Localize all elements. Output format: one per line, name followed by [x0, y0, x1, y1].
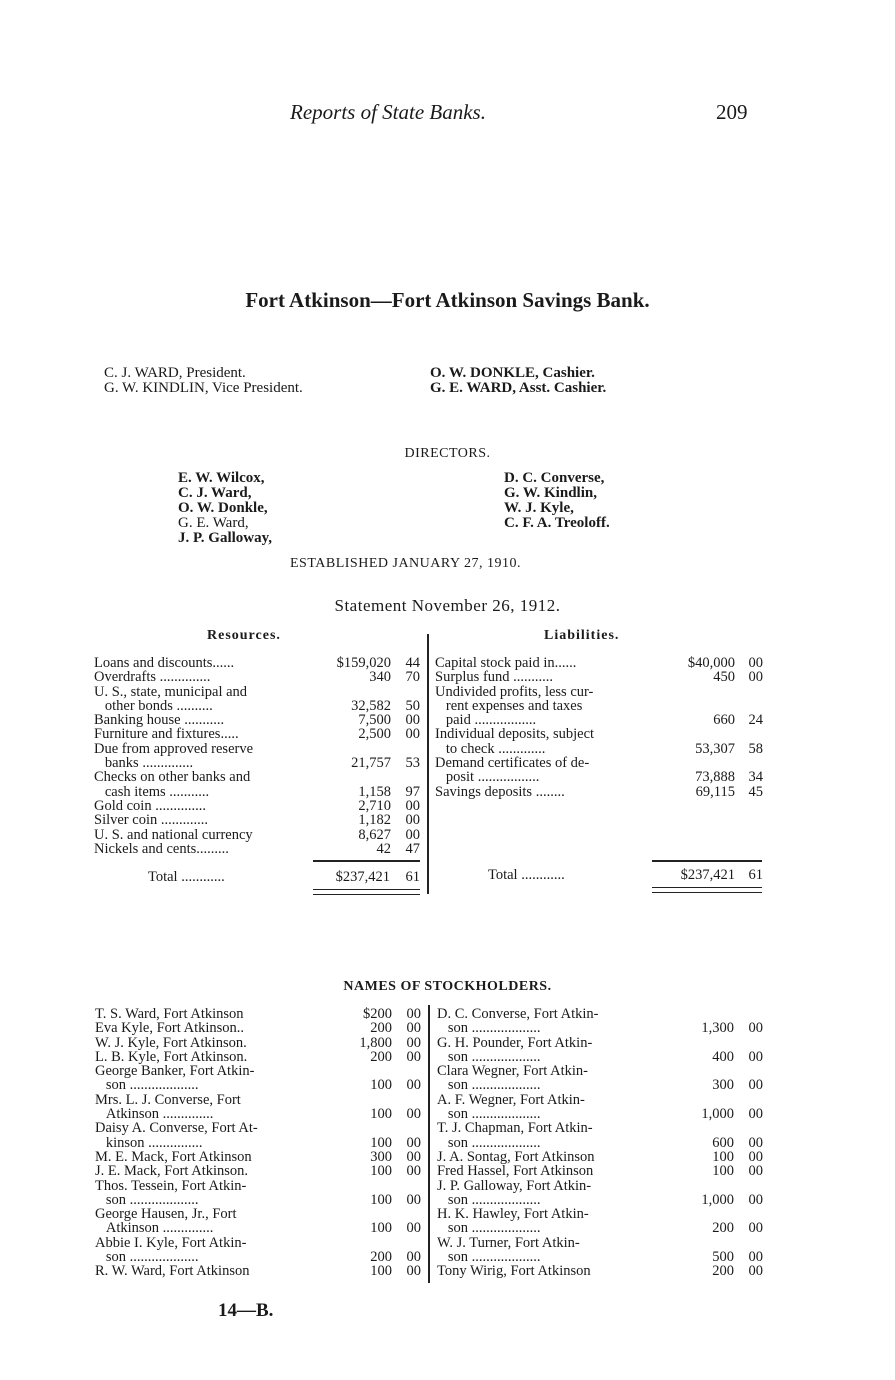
table-row — [94, 828, 424, 842]
row-cents: 00 — [748, 1077, 763, 1094]
table-row — [95, 1107, 425, 1121]
table-row — [94, 842, 424, 856]
row-cents: 00 — [406, 1263, 421, 1280]
row-cents: 00 — [748, 1048, 763, 1065]
row-cents: 00 — [405, 797, 420, 814]
row-amount: 69,115 — [695, 783, 735, 800]
liabilities-total-label: Total ............ — [488, 867, 565, 883]
row-label: J. E. Mack, Fort Atkinson. — [95, 1163, 249, 1180]
row-amount: 42 — [376, 840, 391, 857]
row-cents: 45 — [748, 783, 763, 800]
table-row — [435, 699, 765, 713]
row-label: L. B. Kyle, Fort Atkinson. — [95, 1048, 248, 1065]
officer-cashier: O. W. DONKLE, Cashier. — [430, 365, 595, 381]
row-label: son ................... — [95, 1191, 199, 1208]
row-amount: 73,888 — [695, 769, 735, 786]
row-label: son ................... — [437, 1020, 541, 1037]
table-row — [94, 770, 424, 784]
table-row — [437, 1193, 767, 1207]
table-row — [437, 1136, 767, 1150]
table-row — [437, 1207, 767, 1221]
officer-asst-cashier: G. E. WARD, Asst. Cashier. — [430, 380, 607, 396]
row-amount: 660 — [713, 712, 735, 729]
row-cents: 00 — [406, 1034, 421, 1051]
table-row — [435, 770, 765, 784]
liabilities-table — [435, 656, 765, 799]
row-label: Thos. Tessein, Fort Atkin- — [95, 1177, 247, 1194]
directors-right — [504, 471, 610, 531]
table-row — [435, 727, 765, 741]
table-row — [95, 1164, 425, 1178]
row-amount: $200 — [363, 1006, 392, 1022]
stockholders-column-divider — [428, 1005, 430, 1283]
row-label: Loans and discounts...... — [94, 655, 235, 671]
table-row — [95, 1221, 425, 1235]
table-row — [95, 1007, 425, 1021]
row-cents: 00 — [748, 669, 763, 686]
row-label: M. E. Mack, Fort Atkinson — [95, 1148, 252, 1165]
row-amount: 300 — [712, 1077, 734, 1094]
row-label: T. S. Ward, Fort Atkinson — [95, 1006, 244, 1022]
liabilities-double-rule — [652, 887, 762, 893]
row-amount: $40,000 — [687, 655, 735, 671]
table-row — [435, 656, 765, 670]
table-row — [435, 785, 765, 799]
table-row — [437, 1050, 767, 1064]
table-row — [437, 1164, 767, 1178]
row-amount: 600 — [712, 1134, 734, 1151]
row-label: Atkinson .............. — [95, 1220, 214, 1237]
row-label: G. H. Pounder, Fort Atkin- — [437, 1034, 593, 1051]
row-amount: 200 — [712, 1220, 734, 1237]
table-row — [95, 1236, 425, 1250]
table-row — [95, 1064, 425, 1078]
row-label: Fred Hassel, Fort Atkinson — [437, 1163, 594, 1180]
row-cents: 00 — [405, 812, 420, 829]
row-label: Due from approved reserve — [94, 740, 254, 757]
director: C. J. Ward, — [178, 485, 252, 501]
table-row — [437, 1264, 767, 1278]
row-label: Capital stock paid in...... — [435, 655, 577, 671]
row-cents: 00 — [748, 655, 763, 671]
row-label: son ................... — [437, 1191, 541, 1208]
director: G. E. Ward, — [178, 515, 249, 531]
row-cents: 50 — [405, 697, 420, 714]
row-label: Checks on other banks and — [94, 769, 251, 786]
resources-table — [94, 656, 424, 856]
table-row — [95, 1136, 425, 1150]
row-cents: 00 — [748, 1020, 763, 1037]
table-row — [94, 799, 424, 813]
table-row — [437, 1121, 767, 1135]
table-row — [437, 1179, 767, 1193]
row-amount: 100 — [370, 1191, 392, 1208]
row-label: son ................... — [437, 1249, 541, 1266]
row-label: U. S., state, municipal and — [94, 683, 248, 700]
table-row — [435, 742, 765, 756]
row-amount: 100 — [712, 1163, 734, 1180]
row-cents: 00 — [405, 712, 420, 729]
directors-heading: DIRECTORS. — [404, 446, 491, 461]
row-label: W. J. Turner, Fort Atkin- — [437, 1234, 580, 1251]
row-label: Mrs. L. J. Converse, Fort — [95, 1091, 241, 1108]
table-row — [94, 813, 424, 827]
row-cents: 00 — [406, 1006, 421, 1022]
row-amount: 200 — [370, 1048, 392, 1065]
table-row — [94, 727, 424, 741]
row-cents: 97 — [405, 783, 420, 800]
row-label: son ................... — [437, 1106, 541, 1123]
row-label: Daisy A. Converse, Fort At- — [95, 1120, 258, 1137]
row-cents: 00 — [748, 1163, 763, 1180]
row-label: banks .............. — [94, 755, 194, 772]
table-row — [437, 1250, 767, 1264]
row-label: son ................... — [95, 1077, 199, 1094]
director: W. J. Kyle, — [504, 500, 574, 516]
table-row — [435, 685, 765, 699]
row-amount: 32,582 — [351, 697, 391, 714]
table-row — [95, 1207, 425, 1221]
row-cents: 00 — [406, 1077, 421, 1094]
row-amount: 200 — [712, 1263, 734, 1280]
row-amount: 400 — [712, 1048, 734, 1065]
table-row — [437, 1107, 767, 1121]
director: G. W. Kindlin, — [504, 485, 597, 501]
table-row — [95, 1193, 425, 1207]
row-amount: 340 — [369, 669, 391, 686]
row-label: Eva Kyle, Fort Atkinson.. — [95, 1020, 245, 1037]
table-row — [95, 1121, 425, 1135]
row-label: Abbie I. Kyle, Fort Atkin- — [95, 1234, 247, 1251]
resources-total-cents: 61 — [405, 869, 420, 885]
table-row — [95, 1093, 425, 1107]
table-row — [437, 1236, 767, 1250]
table-row — [95, 1021, 425, 1035]
row-label: George Banker, Fort Atkin- — [95, 1063, 255, 1080]
row-label: J. P. Galloway, Fort Atkin- — [437, 1177, 592, 1194]
row-amount: 100 — [370, 1134, 392, 1151]
row-cents: 00 — [406, 1148, 421, 1165]
table-row — [437, 1078, 767, 1092]
row-amount: 450 — [713, 669, 735, 686]
row-amount: 100 — [370, 1106, 392, 1123]
resources-double-rule — [313, 889, 420, 895]
director: J. P. Galloway, — [178, 530, 273, 546]
director: E. W. Wilcox, — [178, 470, 265, 486]
table-row — [437, 1021, 767, 1035]
row-label: son ................... — [95, 1249, 199, 1266]
table-row — [95, 1250, 425, 1264]
row-label: Tony Wirig, Fort Atkinson — [437, 1263, 591, 1280]
row-label: Gold coin .............. — [94, 797, 206, 814]
row-label: Silver coin ............. — [94, 812, 208, 829]
bank-title: Fort Atkinson—Fort Atkinson Savings Bank. — [245, 288, 650, 312]
row-amount: 500 — [712, 1249, 734, 1266]
row-label: Nickels and cents......... — [94, 840, 229, 857]
table-row — [437, 1007, 767, 1021]
resources-heading: Resources. — [207, 628, 281, 643]
table-row — [94, 742, 424, 756]
row-amount: 1,300 — [701, 1020, 734, 1037]
row-label: Savings deposits ........ — [435, 783, 565, 800]
table-row — [435, 713, 765, 727]
table-row — [435, 756, 765, 770]
resources-total-rule — [313, 860, 420, 862]
row-cents: 00 — [405, 726, 420, 743]
row-amount: 200 — [370, 1249, 392, 1266]
row-label: paid ................. — [435, 712, 537, 729]
table-row — [437, 1150, 767, 1164]
row-label: Atkinson .............. — [95, 1106, 214, 1123]
liabilities-total-cents: 61 — [748, 867, 763, 883]
row-label: Undivided profits, less cur- — [435, 683, 594, 700]
row-cents: 00 — [748, 1220, 763, 1237]
row-label: Banking house ........... — [94, 712, 225, 729]
row-amount: 300 — [370, 1148, 392, 1165]
row-cents: 00 — [748, 1134, 763, 1151]
director: D. C. Converse, — [504, 470, 605, 486]
row-label: posit ................. — [435, 769, 540, 786]
row-label: Individual deposits, subject — [435, 726, 595, 743]
row-cents: 00 — [406, 1249, 421, 1266]
row-amount: 21,757 — [351, 755, 391, 772]
row-amount: 200 — [370, 1020, 392, 1037]
row-cents: 70 — [405, 669, 420, 686]
liabilities-total-amount: $237,421 — [680, 867, 735, 883]
table-row — [437, 1221, 767, 1235]
table-row — [95, 1036, 425, 1050]
row-cents: 47 — [405, 840, 420, 857]
row-cents: 00 — [748, 1106, 763, 1123]
row-label: kinson ............... — [95, 1134, 203, 1151]
row-label: J. A. Sontag, Fort Atkinson — [437, 1148, 595, 1165]
table-row — [94, 685, 424, 699]
row-amount: 100 — [370, 1163, 392, 1180]
statement-date: Statement November 26, 1912. — [334, 596, 561, 615]
resources-total-label: Total ............ — [148, 869, 225, 885]
page-number: 209 — [716, 100, 748, 124]
stockholders-right-table — [437, 1007, 767, 1279]
established-date: ESTABLISHED JANUARY 27, 1910. — [290, 556, 522, 571]
row-cents: 00 — [406, 1191, 421, 1208]
row-amount: 1,000 — [701, 1106, 734, 1123]
row-label: son ................... — [437, 1077, 541, 1094]
row-cents: 53 — [405, 755, 420, 772]
director: O. W. Donkle, — [178, 500, 268, 516]
table-row — [94, 785, 424, 799]
row-label: D. C. Converse, Fort Atkin- — [437, 1006, 599, 1022]
table-row — [95, 1078, 425, 1092]
row-amount: 1,000 — [701, 1191, 734, 1208]
row-amount: 1,182 — [358, 812, 391, 829]
row-amount: 1,158 — [358, 783, 391, 800]
row-amount: 8,627 — [358, 826, 391, 843]
officer-president: C. J. WARD, President. — [104, 365, 246, 381]
signature-mark: 14—B. — [218, 1300, 274, 1321]
running-title: Reports of State Banks. — [290, 100, 486, 124]
row-cents: 00 — [406, 1048, 421, 1065]
row-label: other bonds .......... — [94, 697, 213, 714]
table-row — [95, 1264, 425, 1278]
row-label: to check ............. — [435, 740, 546, 757]
row-amount: 1,800 — [359, 1034, 392, 1051]
row-label: Demand certificates of de- — [435, 755, 590, 772]
stockholders-left-table — [95, 1007, 425, 1279]
table-row — [94, 656, 424, 670]
table-row — [95, 1150, 425, 1164]
row-cents: 00 — [748, 1263, 763, 1280]
row-label: U. S. and national currency — [94, 826, 253, 843]
row-amount: 100 — [370, 1077, 392, 1094]
row-cents: 24 — [748, 712, 763, 729]
director: C. F. A. Treoloff. — [504, 515, 610, 531]
row-label: George Hausen, Jr., Fort — [95, 1206, 237, 1223]
row-cents: 00 — [406, 1134, 421, 1151]
row-amount: 100 — [370, 1220, 392, 1237]
table-row — [435, 670, 765, 684]
row-label: H. K. Hawley, Fort Atkin- — [437, 1206, 589, 1223]
row-cents: 00 — [406, 1020, 421, 1037]
row-cents: 00 — [748, 1191, 763, 1208]
table-row — [437, 1093, 767, 1107]
row-label: Surplus fund ........... — [435, 669, 554, 686]
row-cents: 00 — [748, 1148, 763, 1165]
liabilities-heading: Liabilities. — [544, 628, 620, 643]
row-cents: 00 — [406, 1106, 421, 1123]
row-label: cash items ........... — [94, 783, 210, 800]
officers-left — [104, 366, 303, 396]
row-label: A. F. Wegner, Fort Atkin- — [437, 1091, 585, 1108]
table-row — [94, 699, 424, 713]
row-amount: 7,500 — [358, 712, 391, 729]
row-label: T. J. Chapman, Fort Atkin- — [437, 1120, 593, 1137]
row-amount: 53,307 — [695, 740, 735, 757]
row-cents: 00 — [748, 1249, 763, 1266]
row-amount: 2,710 — [358, 797, 391, 814]
row-cents: 00 — [406, 1163, 421, 1180]
table-row — [437, 1064, 767, 1078]
table-row — [94, 713, 424, 727]
liabilities-total-rule — [652, 860, 762, 862]
row-label: Furniture and fixtures..... — [94, 726, 239, 743]
row-label: son ................... — [437, 1134, 541, 1151]
row-amount: 100 — [370, 1263, 392, 1280]
row-label: R. W. Ward, Fort Atkinson — [95, 1263, 250, 1280]
row-label: Clara Wegner, Fort Atkin- — [437, 1063, 589, 1080]
table-row — [94, 756, 424, 770]
resources-total-amount: $237,421 — [335, 869, 390, 885]
officer-vice-president: G. W. KINDLIN, Vice President. — [104, 380, 303, 396]
row-amount: 2,500 — [358, 726, 391, 743]
row-cents: 34 — [748, 769, 763, 786]
statement-column-divider — [427, 634, 429, 894]
row-label: Overdrafts .............. — [94, 669, 211, 686]
directors-left — [178, 471, 272, 546]
row-label: son ................... — [437, 1220, 541, 1237]
row-label: rent expenses and taxes — [435, 697, 583, 714]
table-row — [95, 1050, 425, 1064]
officers-right — [430, 366, 606, 396]
row-cents: 00 — [406, 1220, 421, 1237]
table-row — [437, 1036, 767, 1050]
row-cents: 00 — [405, 826, 420, 843]
row-label: son ................... — [437, 1048, 541, 1065]
row-amount: 100 — [712, 1148, 734, 1165]
row-cents: 58 — [748, 740, 763, 757]
row-label: W. J. Kyle, Fort Atkinson. — [95, 1034, 247, 1051]
stockholders-heading: NAMES OF STOCKHOLDERS. — [343, 979, 552, 994]
table-row — [95, 1179, 425, 1193]
row-cents: 44 — [405, 655, 420, 671]
row-amount: $159,020 — [336, 655, 391, 671]
table-row — [94, 670, 424, 684]
